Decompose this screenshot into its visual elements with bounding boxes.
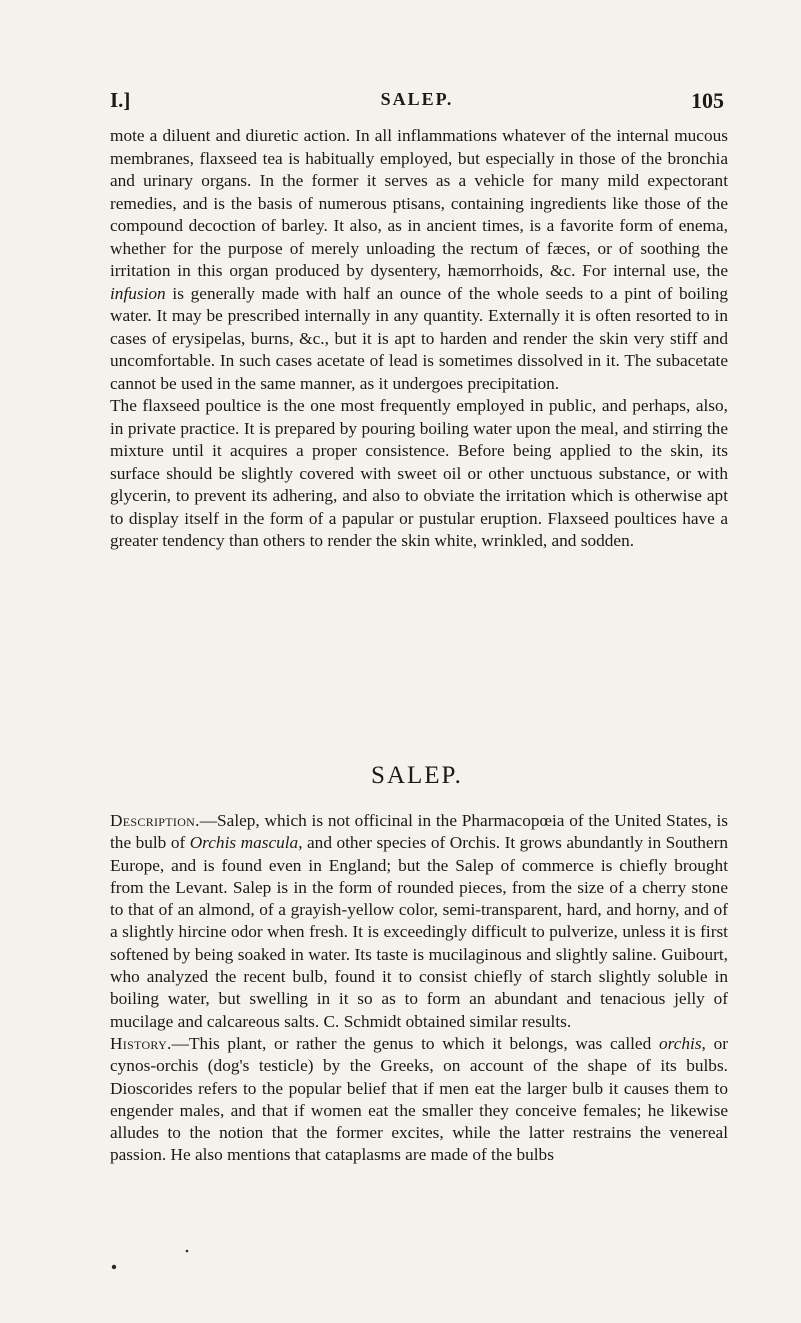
paragraph-flaxseed-poultice: The flaxseed poultice is the one most frequently employed in public, and perhaps, also, in private practice. It is prepared by pouring boiling water upon the meal, and stirring the mixture until it acquires a proper consistence. Before being applied to the skin, its surface should be slightly covered with sweet oil or other unctuous substance, or with glycerin, to prevent its adhering, and also to obviate the irritation which is otherwise apt to display itself in the form of a papular or pustular eruption. Flaxseed poultices have a greater tendency than others to render the skin white, wrinkled, and sodden. <box>110 396 728 550</box>
italic-term: orchis <box>658 1033 702 1053</box>
running-title: SALEP. <box>380 89 454 109</box>
paragraph-text: , and other species of Orchis. It grows abundantly in Southern Europe, and is found even in England; but the Salep of commerce is chiefly brought from the Levant. Salep is in the form of rounded pieces, from the size of a cherry stone to that of an almond, of a grayish-yellow color, semi-transparent, hard, and horny, and of a slightly hircine odor when fresh. It is exceedingly difficult to pulverize, unless it is first softened by being soaked in water. Its taste is mucilaginous and slightly saline. Guibourt, who analyzed the recent bulb, found it to consist chiefly of starch slightly soluble in boiling water, but swelling in it so as to form an abundant and tenacious jelly of mucilage and calcareous salts. C. Schmidt obtained similar results. <box>110 833 728 1031</box>
section-number: I.] <box>110 88 131 112</box>
italic-term: infusion <box>110 283 166 303</box>
page-number: 105 <box>691 88 724 113</box>
paragraph-history <box>110 1033 728 1167</box>
section-heading: SALEP. <box>371 762 463 789</box>
history-label: History. <box>110 1033 172 1053</box>
description-label: Description. <box>110 811 200 830</box>
paragraph-text: , or cynos-orchis (dog's testicle) by the Greeks, on account of the shape of its bulbs. Dioscorides refers to the popular belief that if men eat the larger bulb it causes them to engender males, and that if women eat the smaller they conceive females; he likewise alludes to the notion that the former excites, while the latter restrains the venereal passion. He also mentions that cataplasms are made of the bulbs <box>110 1033 728 1165</box>
paragraph-flaxseed-uses <box>110 125 728 395</box>
ink-speck <box>186 1250 189 1253</box>
species-name: Orchis mascula <box>189 833 299 853</box>
ink-speck <box>112 1265 116 1269</box>
flaxseed-continuation <box>110 125 728 553</box>
running-header <box>110 88 724 114</box>
paragraph-text: is generally made with half an ounce of the whole seeds to a pint of boiling water. It may be prescribed internally in any quantity. Externally it is often resorted to in cases of erysipelas, burns, &c., but it is apt to harden and render the skin very stiff and uncomfortable. In such cases acetate of lead is sometimes dissolved in it. The subacetate cannot be used in the same manner, as it undergoes precipitation. <box>110 283 728 393</box>
paragraph-description <box>110 810 728 1033</box>
paragraph-text: —This plant, or rather the genus to which it belongs, was called <box>171 1033 659 1053</box>
paragraph-text: mote a diluent and diuretic action. In all inflammations whatever of the internal mucous membranes, flaxseed tea is habitually employed, but especially in those of the bronchia and urinary organs. In the former it serves as a vehicle for many mild expectorant remedies, and is the basis of numerous ptisans, containing ingredients like those of the compound decoction of barley. It also, as in ancient times, is a favorite form of enema, whether for the purpose of merely unloading the rectum of fæces, or of soothing the irritation in this organ produced by dysentery, hæmorrhoids, &c. For internal use, the <box>110 126 728 280</box>
salep-section <box>110 810 728 1167</box>
paragraph-text: —Salep, which is not officinal in the Pharmacopœia of the United States, is the bulb of <box>110 811 728 853</box>
